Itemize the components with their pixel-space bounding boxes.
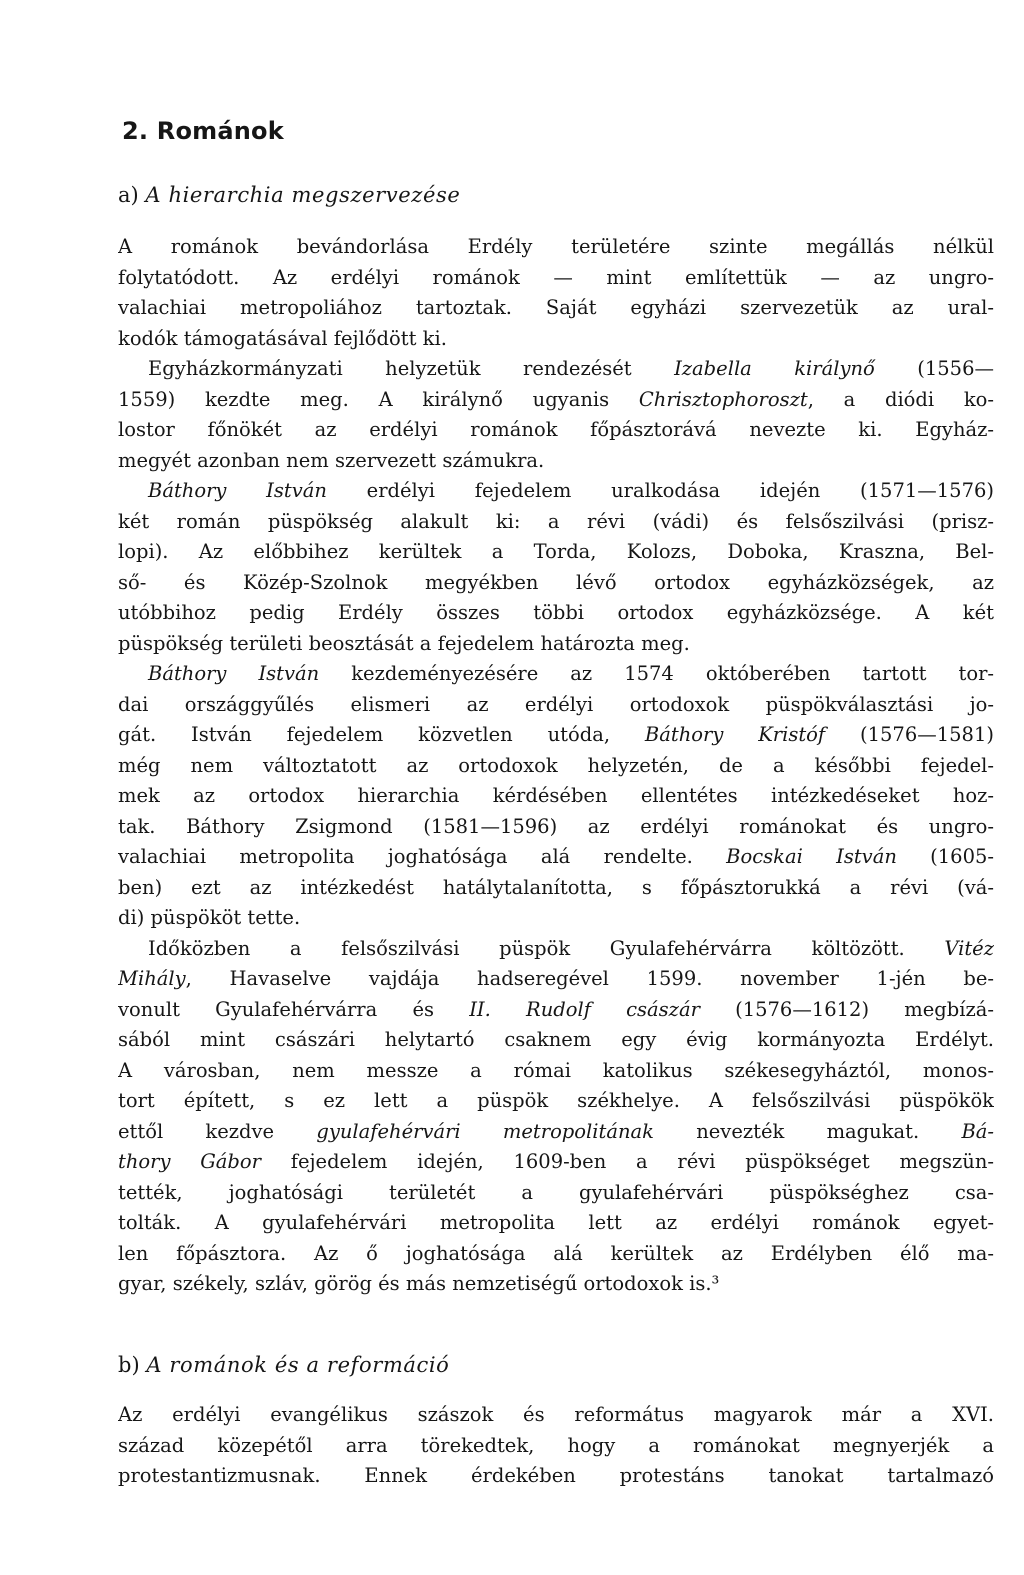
section-a-text-line: mek az ortodox hierarchia kérdésében ellentétes intézkedéseket hoz-: [118, 784, 994, 807]
section-a-text-line: lostor főnökét az erdélyi románok főpásztorává nevezte ki. Egyház-: [118, 418, 994, 441]
section-a-label: a): [118, 183, 139, 207]
section-b-label: b): [118, 1353, 140, 1377]
section-a-text-line: 1559) kezdte meg. A királynő ugyanis Chrisztophoroszt, a diódi ko-: [118, 387, 994, 411]
section-a-text-line: tort épített, s ez lett a püspök székhelye. A felsőszilvási püspökök: [118, 1089, 994, 1112]
section-a-text-line: sából mint császári helytartó csaknem egy évig kormányozta Erdélyt.: [118, 1028, 994, 1051]
section-a-text-line: gyar, székely, szláv, görög és más nemzetiségű ortodoxok is.³: [118, 1272, 720, 1295]
section-b-text-line: protestantizmusnak. Ennek érdekében protestáns tanokat tartalmazó: [118, 1464, 994, 1487]
section-a-text-line: Mihály, Havaselve vajdája hadseregével 1599. november 1-jén be-: [118, 967, 994, 990]
section-a-text-line: utóbbihoz pedig Erdély összes többi ortodox egyházközsége. A két: [118, 601, 994, 624]
section-a-text-line: Báthory István erdélyi fejedelem uralkodása idején (1571—1576): [148, 479, 994, 502]
section-a-text-line: Egyházkormányzati helyzetük rendezését Izabella királynő (1556—: [148, 357, 994, 380]
section-a-text-line: A városban, nem messze a római katolikus székesegyháztól, monos-: [118, 1058, 994, 1082]
section-a-text-line: megyét azonban nem szervezett számukra.: [118, 448, 545, 472]
section-a-text-line: A románok bevándorlása Erdély területére szinte megállás nélkül: [118, 235, 994, 258]
section-a-body: [118, 232, 994, 1300]
section-a-title: A hierarchia megszervezése: [145, 183, 461, 207]
section-a-text-line: gát. István fejedelem közvetlen utóda, Báthory Kristóf (1576—1581): [118, 723, 994, 746]
section-a-text-line: tették, joghatósági területét a gyulafehérvári püspökséghez csa-: [118, 1180, 994, 1204]
section-a-text-line: di) püspököt tette.: [118, 906, 301, 929]
section-a-text-line: két román püspökség alakult ki: a révi (vádi) és felsőszilvási (prisz-: [118, 509, 994, 533]
section-a-text-line: ben) ezt az intézkedést hatálytalanította, s főpásztorukká a révi (vá-: [118, 875, 994, 899]
section-a-text-line: vonult Gyulafehérvárra és II. Rudolf császár (1576—1612) megbízá-: [118, 997, 994, 1021]
section-a-text-line: valachiai metropolita joghatósága alá rendelte. Bocskai István (1605-: [118, 845, 994, 868]
section-a-text-line: tak. Báthory Zsigmond (1581—1596) az erdélyi románokat és ungro-: [118, 814, 994, 838]
section-a-text-line: még nem változtatott az ortodoxok helyzetén, de a későbbi fejedel-: [118, 753, 994, 777]
section-a-text-line: dai országgyűlés elismeri az erdélyi ortodoxok püspökválasztási jo-: [118, 692, 994, 716]
section-heading-a: [118, 180, 460, 210]
section-b-title: A románok és a reformáció: [146, 1353, 450, 1377]
chapter-title: 2. Románok: [122, 117, 284, 145]
section-a-text-line: valachiai metropoliához tartoztak. Saját egyházi szervezetük az ural-: [118, 296, 994, 319]
section-a-text-line: kodók támogatásával fejlődött ki.: [118, 326, 447, 350]
section-a-text-line: tolták. A gyulafehérvári metropolita lett az erdélyi románok egyet-: [118, 1211, 994, 1234]
section-a-text-line: len főpásztora. Az ő joghatósága alá kerültek az Erdélyben élő ma-: [118, 1241, 994, 1265]
section-b-body: [118, 1400, 994, 1492]
book-page: [118, 0, 994, 1575]
section-a-text-line: Báthory István kezdeményezésére az 1574 októberében tartott tor-: [148, 662, 994, 685]
section-a-text-line: lopi). Az előbbihez kerültek a Torda, Kolozs, Doboka, Kraszna, Bel-: [118, 540, 994, 563]
section-a-text-line: püspökség területi beosztását a fejedelem határozta meg.: [118, 631, 690, 655]
section-b-text-line: Az erdélyi evangélikus szászok és református magyarok már a XVI.: [118, 1403, 994, 1426]
section-a-text-line: thory Gábor fejedelem idején, 1609-ben a révi püspökséget megszün-: [118, 1150, 994, 1173]
section-b-text-line: század közepétől arra törekedtek, hogy a románokat megnyerjék a: [118, 1433, 994, 1457]
section-a-text-line: ső- és Közép-Szolnok megyékben lévő ortodox egyházközségek, az: [118, 570, 994, 594]
section-heading-b: [118, 1350, 449, 1380]
section-a-text-line: ettől kezdve gyulafehérvári metropolitának nevezték magukat. Bá-: [118, 1119, 994, 1143]
section-a-text-line: folytatódott. Az erdélyi románok — mint említettük — az ungro-: [118, 265, 994, 289]
section-a-text-line: Időközben a felsőszilvási püspök Gyulafehérvárra költözött. Vitéz: [148, 936, 994, 960]
